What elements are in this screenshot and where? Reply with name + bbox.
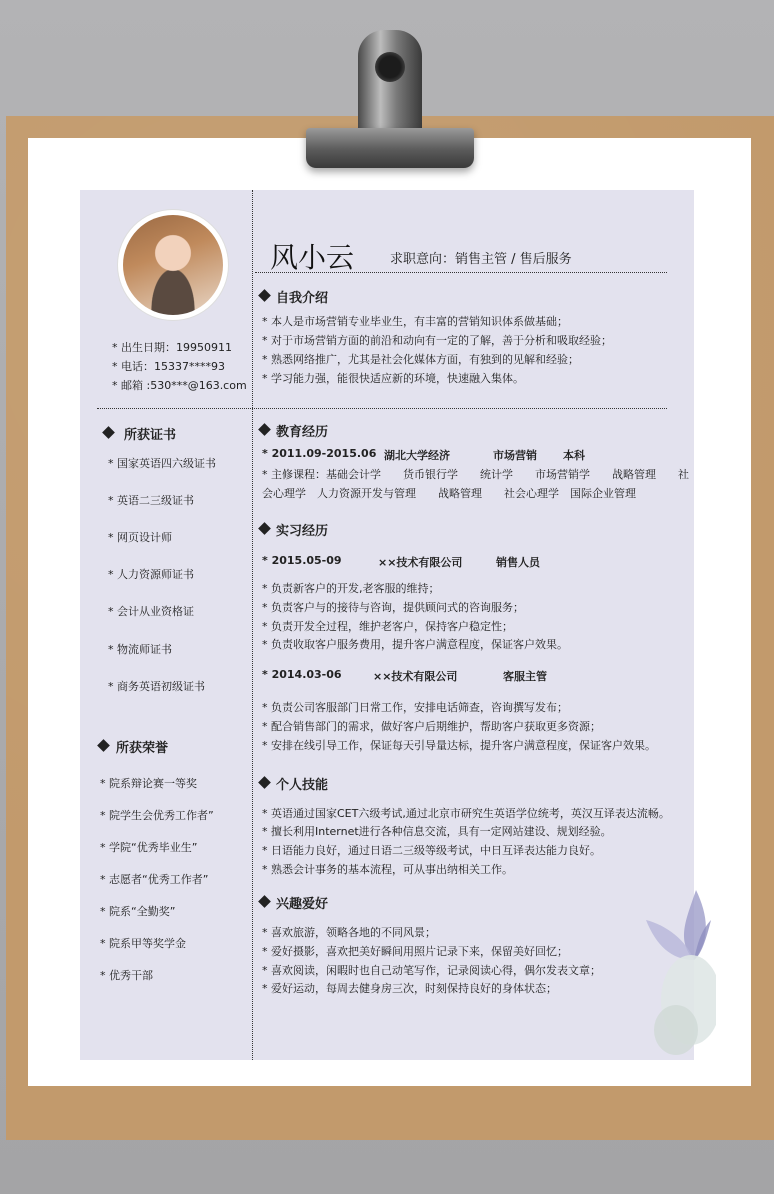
education-courses: 会心理学 人力资源开发与管理 战略管理 社会心理学 国际企业管理: [262, 487, 636, 500]
binder-clip-hole: [375, 52, 405, 82]
certificate-item: * 国家英语四六级证书: [108, 457, 216, 470]
honor-item: * 院系甲等奖学金: [100, 937, 186, 950]
education-period: * 2011.09-2015.06: [262, 447, 377, 460]
job-company: ××技术有限公司: [378, 556, 463, 569]
job-duty: * 负责客户与的接待与咨询，提供顾问式的咨询服务；: [262, 601, 524, 614]
contact-phone: * 电话：15337****93: [112, 360, 225, 373]
skill-line: * 熟悉会计事务的基本流程，可从事出纳相关工作。: [262, 863, 513, 876]
binder-clip: [306, 128, 474, 168]
job-duty: * 负责收取客户服务费用，提升客户满意程度，保证客户效果。: [262, 638, 568, 651]
education-degree: 本科: [563, 449, 585, 462]
skill-line: * 擅长利用Internet进行各种信息交流，具有一定网站建设、规划经验。: [262, 825, 612, 838]
honor-item: * 优秀干部: [100, 969, 153, 982]
job-duty: * 负责公司客服部门日常工作，安排电话筛查，咨询撰写发布；: [262, 701, 568, 714]
job-period: * 2015.05-09: [262, 554, 342, 567]
honor-item: * 院学生会优秀工作者”: [100, 809, 214, 822]
job-duty: * 负责新客户的开发,老客服的维持；: [262, 582, 440, 595]
hobby-line: * 喜欢阅读，闲暇时也自己动笔写作，记录阅读心得，偶尔发表文章；: [262, 964, 601, 977]
contact-birth: * 出生日期：19950911: [112, 341, 232, 354]
education-title: 教育经历: [276, 425, 329, 440]
education-major: 市场营销: [493, 449, 537, 462]
hobby-line: * 喜欢旅游，领略各地的不同风景；: [262, 926, 436, 939]
avatar: [118, 210, 228, 320]
certificate-item: * 物流师证书: [108, 643, 172, 656]
self-intro-line: * 本人是市场营销专业毕业生，有丰富的营销知识体系做基础；: [262, 315, 568, 328]
skills-title: 个人技能: [276, 778, 329, 793]
certificate-item: * 网页设计师: [108, 531, 172, 544]
skill-line: * 日语能力良好，通过日语二三级等级考试，中日互译表达能力良好。: [262, 844, 601, 857]
self-intro-line: * 对于市场营销方面的前沿和动向有一定的了解，善于分析和吸取经验；: [262, 334, 612, 347]
internship-title: 实习经历: [276, 524, 329, 539]
hobby-line: * 爱好运动，每周去健身房三次，时刻保持良好的身体状态；: [262, 982, 557, 995]
certificate-item: * 人力资源师证书: [108, 568, 194, 581]
job-duty: * 负责开发全过程，维护老客户，保持客户稳定性；: [262, 620, 513, 633]
education-courses: * 主修课程：基础会计学 货币银行学 统计学 市场营销学 战略管理 社: [262, 468, 689, 481]
flower-decoration: [636, 880, 716, 1060]
certificate-item: * 会计从业资格证: [108, 605, 194, 618]
skill-line: * 英语通过国家CET六级考试,通过北京市研究生英语学位统考，英汉互译表达流畅。: [262, 807, 670, 820]
job-intent: 求职意向：销售主管 / 售后服务: [390, 252, 572, 267]
certificate-item: * 商务英语初级证书: [108, 680, 205, 693]
education-school: 湖北大学经济: [384, 449, 450, 462]
job-role: 客服主管: [503, 670, 547, 683]
job-duty: * 配合销售部门的需求，做好客户后期维护，帮助客户获取更多资源；: [262, 720, 601, 733]
self-intro-title: 自我介绍: [276, 291, 329, 306]
self-intro-line: * 学习能力强，能很快适应新的环境，快速融入集体。: [262, 372, 524, 385]
binder-clip-lever: [358, 30, 422, 142]
job-role: 销售人员: [496, 556, 540, 569]
vertical-divider: [252, 190, 253, 1060]
job-company: ××技术有限公司: [373, 670, 458, 683]
honor-item: * 志愿者“优秀工作者”: [100, 873, 209, 886]
honor-item: * 院系辩论赛一等奖: [100, 777, 197, 790]
honor-item: * 学院“优秀毕业生”: [100, 841, 198, 854]
job-period: * 2014.03-06: [262, 668, 342, 681]
honor-item: * 院系“全勤奖”: [100, 905, 176, 918]
candidate-name: 风小云: [270, 241, 355, 274]
contact-email: * 邮箱 :530***@163.com: [112, 379, 247, 392]
certificates-title: 所获证书: [124, 428, 177, 443]
honors-title: 所获荣誉: [116, 741, 169, 756]
certificate-item: * 英语二三级证书: [108, 494, 194, 507]
self-intro-line: * 熟悉网络推广，尤其是社会化媒体方面，有独到的见解和经验；: [262, 353, 579, 366]
contact-divider: [97, 408, 667, 409]
hobbies-title: 兴趣爱好: [276, 897, 329, 912]
hobby-line: * 爱好摄影，喜欢把美好瞬间用照片记录下来，保留美好回忆；: [262, 945, 568, 958]
job-duty: * 安排在线引导工作，保证每天引导量达标，提升客户满意程度，保证客户效果。: [262, 739, 656, 752]
